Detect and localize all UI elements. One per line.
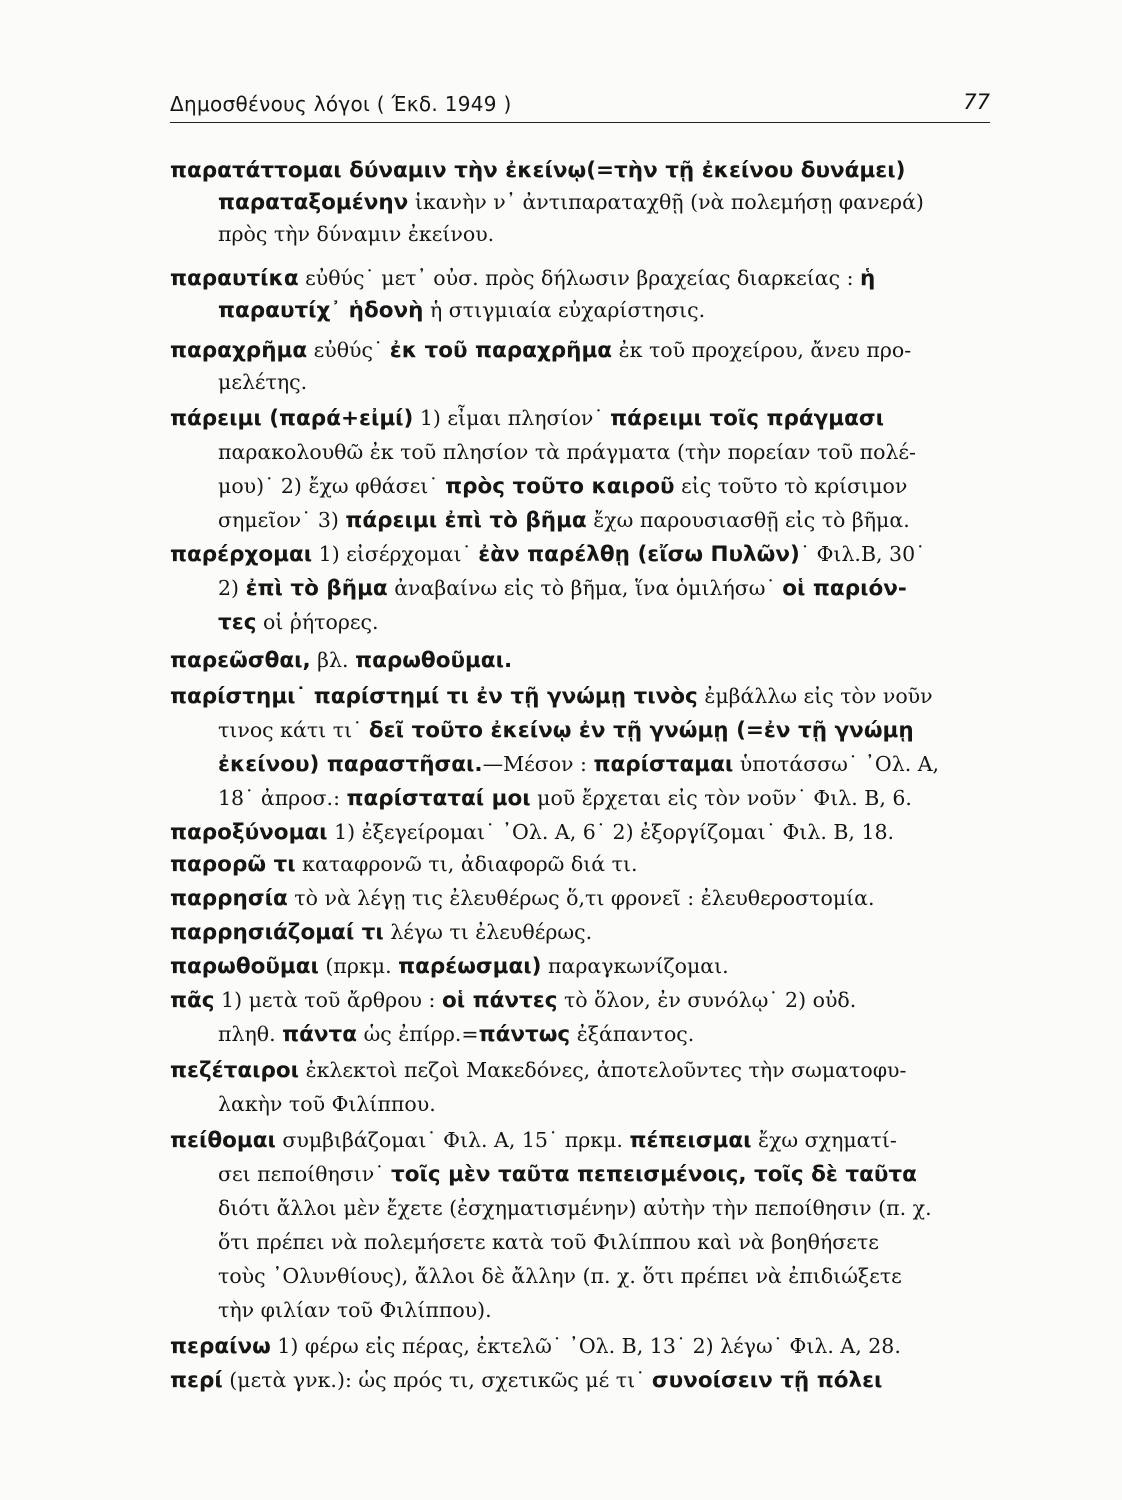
page-number: 77: [963, 90, 990, 114]
entry-line: σει πεποίθησιν˙ τοῖς μὲν ταῦτα πεπεισμένοις, τοῖς δὲ ταῦτα: [218, 1162, 917, 1187]
entry-line: 18˙ ἀπροσ.: παρίσταταί μοι μοῦ ἔρχεται εἰς τὸν νοῦν˙ Φιλ. Β, 6.: [218, 786, 912, 811]
entry-line: πεζέταιροι ἐκλεκτοὶ πεζοὶ Μακεδόνες, ἀποτελοῦντες τὴν σωματοφυ-: [170, 1058, 907, 1083]
running-header: [170, 88, 990, 123]
entry-line: παραχρῆμα εὐθύς˙ ἐκ τοῦ παραχρῆμα ἐκ τοῦ προχείρου, ἄνευ προ-: [170, 338, 912, 363]
entry-line: τινος κάτι τι˙ δεῖ τοῦτο ἐκείνῳ ἐν τῇ γνώμῃ (=ἐν τῇ γνώμῃ: [218, 718, 914, 743]
entry-line: παρίστημι˙ παρίστημί τι ἐν τῇ γνώμῃ τινὸς ἐμβάλλω εἰς τὸν νοῦν: [170, 684, 933, 709]
entry-line: παρορῶ τι καταφρονῶ τι, ἀδιαφορῶ διά τι.: [170, 852, 638, 877]
entry-line: μου)˙ 2) ἔχω φθάσει˙ πρὸς τοῦτο καιροῦ εἰς τοῦτο τὸ κρίσιμον: [218, 474, 908, 499]
entry-line: διότι ἄλλοι μὲν ἔχετε (ἐσχηματισμένην) αὐτὴν τὴν πεποίθησιν (π. χ.: [218, 1196, 932, 1220]
entry-line: τοὺς ᾿Ολυνθίους), ἄλλοι δὲ ἄλλην (π. χ. ὅτι πρέπει νὰ ἐπιδιώξετε: [218, 1264, 902, 1288]
entry-line: τες οἱ ῥήτορες.: [218, 610, 379, 635]
entry-line: παραυτίκα εὐθύς˙ μετ᾽ οὐσ. πρὸς δήλωσιν βραχείας διαρκείας : ἡ: [170, 266, 876, 291]
entry-line: παρρησία τὸ νὰ λέγῃ τις ἐλευθέρως ὅ,τι φρονεῖ : ἐλευθεροστομία.: [170, 886, 875, 911]
entry-line: περί (μετὰ γνκ.): ὡς πρός τι, σχετικῶς μέ τι˙ συνοίσειν τῇ πόλει: [170, 1368, 883, 1393]
entry-line: ὅτι πρέπει νὰ πολεμήσετε κατὰ τοῦ Φιλίππου καὶ νὰ βοηθήσετε: [218, 1230, 879, 1254]
entry-line: παροξύνομαι 1) ἐξεγείρομαι˙ ᾿Ολ. Α, 6˙ 2) ἐξοργίζομαι˙ Φιλ. Β, 18.: [170, 820, 895, 845]
header-title: Δημοσθένους λόγοι ( Έκδ. 1949 ): [170, 92, 512, 116]
entry-line: παρακολουθῶ ἐκ τοῦ πλησίον τὰ πράγματα (τὴν πορείαν τοῦ πολέ-: [218, 440, 916, 464]
entry-line: παρρησιάζομαί τι λέγω τι ἐλευθέρως.: [170, 920, 593, 945]
entry-line: μελέτης.: [218, 370, 308, 394]
entry-line: πληθ. πάντα ὡς ἐπίρρ.=πάντως ἐξάπαντος.: [218, 1022, 695, 1047]
entry-line: 2) ἐπὶ τὸ βῆμα ἀναβαίνω εἰς τὸ βῆμα, ἵνα ὁμιλήσω˙ οἱ παριόν-: [218, 576, 907, 601]
entry-line: πρὸς τὴν δύναμιν ἐκείνου.: [218, 222, 495, 246]
entry-line: πᾶς 1) μετὰ τοῦ ἄρθρου : οἱ πάντες τὸ ὅλον, ἐν συνόλῳ˙ 2) οὐδ.: [170, 988, 857, 1013]
entry-line: πάρειμι (παρά+εἰμί) 1) εἶμαι πλησίον˙ πάρειμι τοῖς πράγμασι: [170, 406, 884, 431]
entry-line: παραταξομένην ἱκανὴν ν᾽ ἀντιπαραταχθῇ (νὰ πολεμήσῃ φανερά): [218, 190, 924, 215]
entry-line: τὴν φιλίαν τοῦ Φιλίππου).: [218, 1298, 492, 1322]
entry-line: παρωθοῦμαι (πρκμ. παρέωσμαι) παραγκωνίζομαι.: [170, 954, 729, 979]
entry-line: περαίνω 1) φέρω εἰς πέρας, ἐκτελῶ˙ ᾿Ολ. Β, 13˙ 2) λέγω˙ Φιλ. Α, 28.: [170, 1334, 901, 1359]
entry-line: παρέρχομαι 1) εἰσέρχομαι˙ ἐὰν παρέλθῃ (εἴσω Πυλῶν)˙ Φιλ.Β, 30˙: [170, 542, 926, 567]
entry-line: λακὴν τοῦ Φιλίππου.: [218, 1092, 436, 1116]
entry-line: παραυτίχ᾽ ἡδονὴ ἡ στιγμιαία εὐχαρίστησις.: [218, 298, 706, 323]
entry-line: σημεῖον˙ 3) πάρειμι ἐπὶ τὸ βῆμα ἔχω παρουσιασθῇ εἰς τὸ βῆμα.: [218, 508, 910, 533]
entry-line: παρεῶσθαι, βλ. παρωθοῦμαι.: [170, 648, 513, 673]
entry-line: πείθομαι συμβιβάζομαι˙ Φιλ. Α, 15˙ πρκμ. πέπεισμαι ἔχω σχηματί-: [170, 1128, 897, 1153]
entry-line: ἐκείνου) παραστῆσαι.—Μέσον : παρίσταμαι ὑποτάσσω˙ ᾿Ολ. Α,: [218, 752, 940, 777]
entry-line: παρατάττομαι δύναμιν τὴν ἐκείνῳ(=τὴν τῇ ἐκείνου δυνάμει): [170, 158, 906, 183]
